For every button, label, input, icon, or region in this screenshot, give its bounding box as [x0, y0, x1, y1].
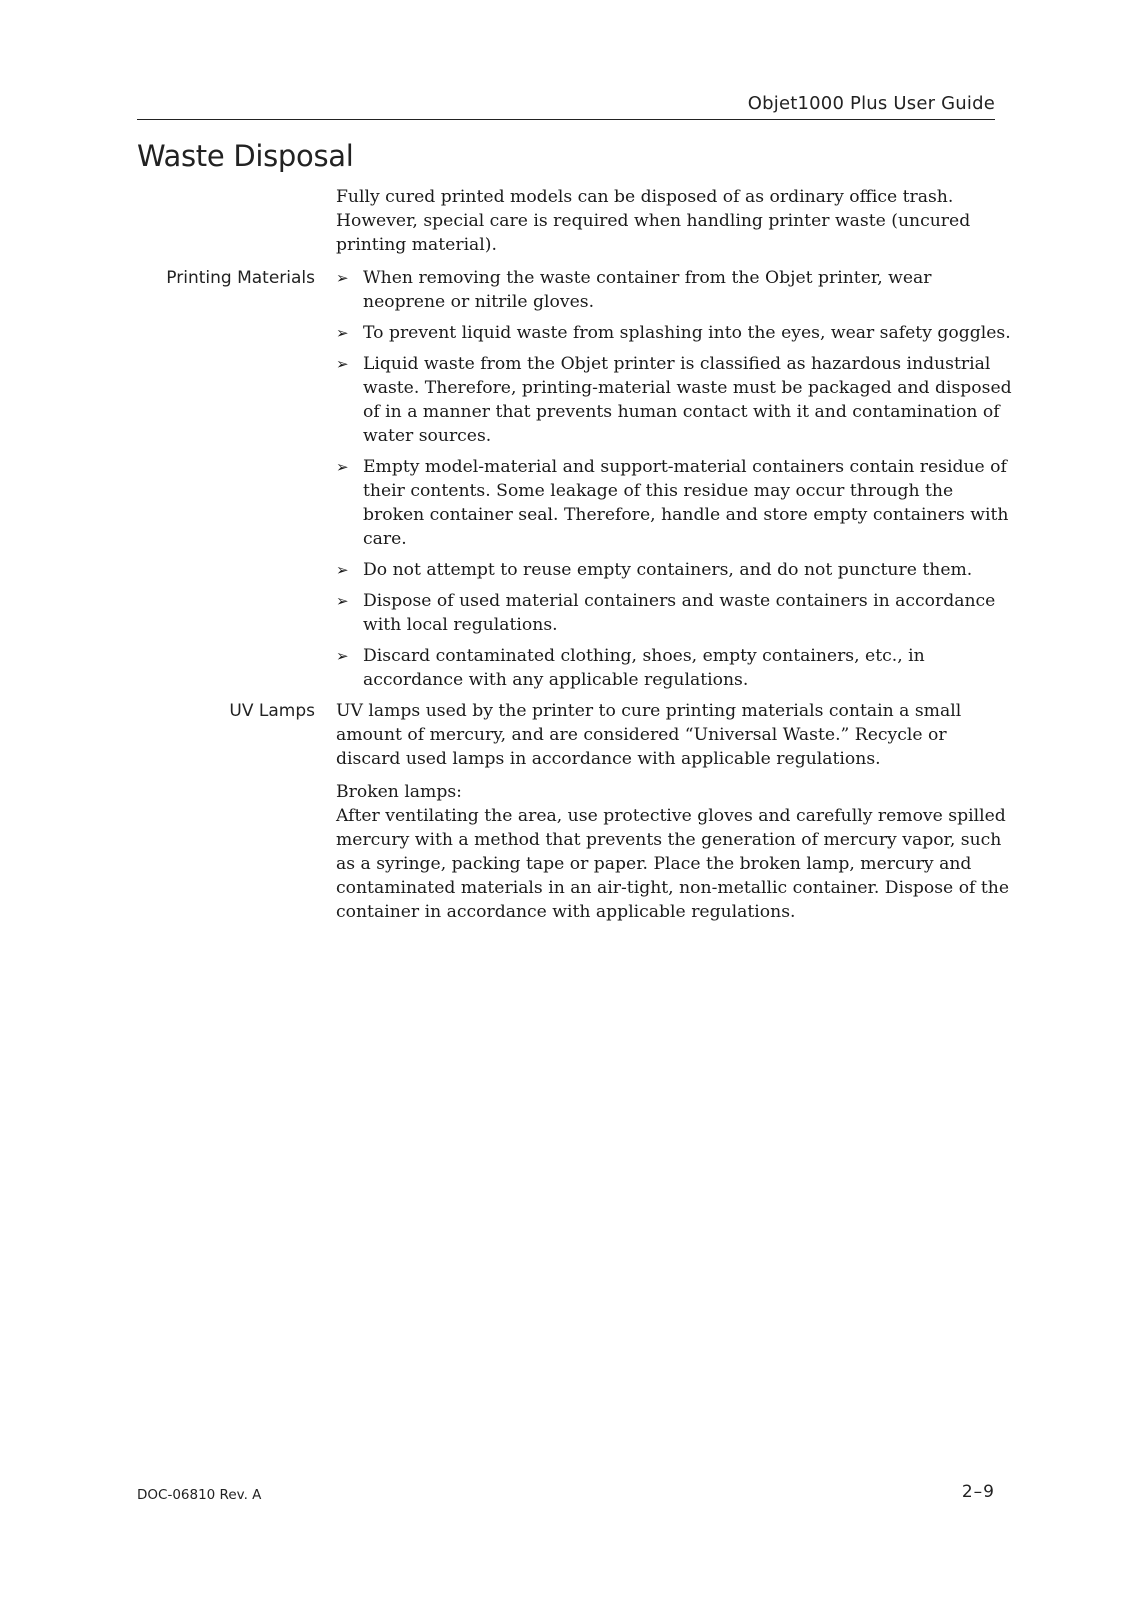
list-item-text: Liquid waste from the Objet printer is classified as hazardous industrial waste. Therefore, printing-material waste must be packaged and disposed of in a manner that prevents human contact with it and contamination of water sources.	[363, 354, 1012, 446]
list-item	[336, 455, 1012, 551]
list-item-text: Empty model-material and support-material containers contain residue of their contents. Some leakage of this residue may occur through the broken container seal. Therefore, handle and store empty containers with care.	[363, 457, 1009, 549]
printing-materials-label: Printing Materials	[166, 268, 315, 288]
list-item	[336, 321, 1012, 345]
printing-materials-list	[336, 266, 1012, 692]
arrowhead-bullet-icon: ➢	[336, 592, 349, 610]
arrowhead-bullet-icon: ➢	[336, 458, 349, 476]
running-header-title: Objet1000 Plus User Guide	[747, 93, 995, 114]
list-item	[336, 558, 1012, 582]
intro-body	[336, 185, 1012, 266]
arrowhead-bullet-icon: ➢	[336, 647, 349, 665]
broken-lamps-heading: Broken lamps:	[336, 782, 462, 802]
intro-paragraph: Fully cured printed models can be disposed of as ordinary office trash. However, special care is required when handling printer waste (uncured printing material).	[336, 187, 971, 255]
uv-lamps-label: UV Lamps	[229, 701, 315, 721]
arrowhead-bullet-icon: ➢	[336, 355, 349, 373]
broken-lamps-paragraph: After ventilating the area, use protective gloves and carefully remove spilled mercury with a method that prevents the generation of mercury vapor, such as a syringe, packing tape or paper. Place the broken lamp, mercury and contaminated materials in an air-tight, non-metallic container. Dispose of the container in accordance with applicable regulations.	[336, 806, 1010, 922]
arrowhead-bullet-icon: ➢	[336, 269, 349, 287]
printing-materials-row	[0, 266, 1132, 699]
list-item-text: Discard contaminated clothing, shoes, empty containers, etc., in accordance with any applicable regulations.	[363, 646, 925, 690]
uv-lamps-row	[0, 699, 1132, 933]
uv-lamps-paragraph: UV lamps used by the printer to cure printing materials contain a small amount of mercury, and are considered “Universal Waste.” Recycle or discard used lamps in accordance with applicable regulations.	[336, 701, 962, 769]
section-title: Waste Disposal	[137, 139, 354, 173]
list-item	[336, 352, 1012, 448]
printing-materials-body	[336, 266, 1012, 699]
list-item-text: Dispose of used material containers and waste containers in accordance with local regulations.	[363, 591, 996, 635]
list-item	[336, 644, 1012, 692]
arrowhead-bullet-icon: ➢	[336, 561, 349, 579]
header-rule	[137, 119, 995, 120]
list-item	[336, 589, 1012, 637]
footer-doc-number: DOC-06810 Rev. A	[137, 1487, 262, 1503]
intro-side-spacer	[0, 185, 316, 266]
list-item-text: When removing the waste container from the Objet printer, wear neoprene or nitrile gloves.	[363, 268, 932, 312]
page-content	[0, 185, 1132, 933]
footer-page-number: 2–9	[961, 1482, 995, 1502]
list-item-text: To prevent liquid waste from splashing into the eyes, wear safety goggles.	[363, 323, 1011, 343]
intro-row	[0, 185, 1132, 266]
list-item-text: Do not attempt to reuse empty containers, and do not puncture them.	[363, 560, 973, 580]
list-item	[336, 266, 1012, 314]
arrowhead-bullet-icon: ➢	[336, 324, 349, 342]
uv-lamps-body	[336, 699, 1012, 933]
